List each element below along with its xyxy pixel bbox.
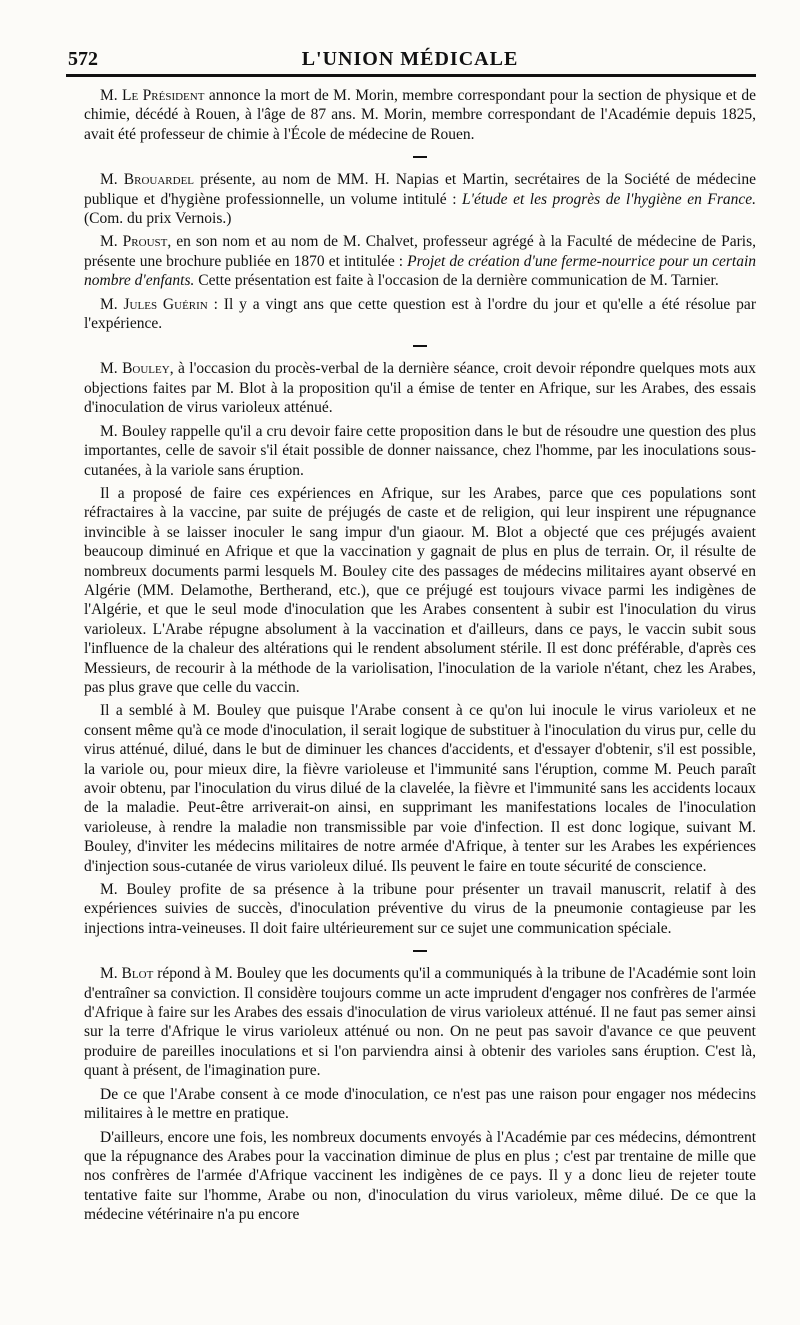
work-title: Projet de création d'une ferme-nourrice pour un certain nombre d'enfants. — [84, 252, 756, 290]
paragraph-text: (Com. du prix Vernois.) — [84, 210, 232, 228]
speaker-name: M. Brouardel — [100, 171, 195, 189]
paragraph-proust — [84, 232, 756, 290]
section-separator — [413, 950, 427, 952]
speaker-name: M. Le Président — [100, 87, 205, 104]
running-title: L'UNION MÉDICALE — [301, 48, 519, 70]
page-number: 572 — [68, 48, 98, 70]
speaker-name: M. Proust — [100, 233, 168, 251]
paragraph-text: , à l'occasion du procès-verbal de la dernière séance, croit devoir répondre quelques mots aux objections faites par M. Blot à la proposition qu'il a émise de tenter en Afrique, sur les Arabes, des essais d'inoculation de virus varioleux atténué. — [84, 360, 757, 417]
paragraph-blot — [84, 964, 756, 1080]
work-title: L'étude et les progrès de l'hygiène en France. — [462, 190, 757, 208]
paragraph-text: , en son nom et au nom de M. Chalvet, professeur agrégé à la Faculté de médecine de Paris, présente une brochure publiée en 1870 et intitulée : — [84, 233, 756, 270]
speaker-name: M. Jules Guérin — [100, 295, 208, 313]
paragraph-blot-arabs: De ce que l'Arabe consent à ce mode d'inoculation, ce n'est pas une raison pour engager nos médecins militaires à le mettre en pratique. — [84, 1085, 756, 1123]
paragraph-guerin — [84, 295, 756, 334]
paragraph-bouley-logic: Il a semblé à M. Bouley que puisque l'Arabe consent à ce qu'on lui inocule le virus varioleux et ne consent même qu'à ce mode d'inoculation, il serait logique de substituer à l'inoculation du virus pur, celle du virus atténué, dilué, dans le but de diminuer les chances d'accidents, et d'essayer d'obtenir, s'il est possible, la variole ou, pour mieux dire, la fièvre varioleuse et l'immunité sans l'éruption, comme M. Peuch paraît avoir obtenu, par l'inoculation du virus dilué de la clavelée, la fièvre et l'immunité sans les accidents locaux de la maladie. Peut-être arriverait-on ainsi, en supprimant les manifestations locales de l'inoculation varioleuse, à rendre la maladie non transmissible par voie d'infection. Il est donc logique, suivant M. Bouley, d'inviter les médecins militaires de notre armée d'Afrique, à tenter sur les Arabes les expériences d'injection sous-cutanée de virus varioleux dilué. Ils peuvent le faire en toute sécurité de conscience. — [84, 702, 756, 875]
section-separator — [413, 345, 427, 347]
paragraph-text: : Il y a vingt ans que cette question est à l'ordre du jour et qu'elle a été résolue par l'expérience. — [84, 295, 756, 333]
page-header — [68, 42, 752, 72]
paragraph-text: Cette présentation est faite à l'occasion de la dernière communication de M. Tarnier. — [194, 272, 719, 290]
paragraph-bouley-pneumonia: M. Bouley profite de sa présence à la tribune pour présenter un travail manuscrit, relatif à des expériences suivies de succès, d'inoculation préventive du virus de la pneumonie contagieuse par les injections intra-veineuses. Il doit faire ultérieurement sur ce sujet une communication spéciale. — [84, 881, 756, 937]
paragraph-brouardel — [84, 170, 756, 228]
article-body — [84, 86, 756, 1225]
paragraph-bouley-intro — [84, 359, 756, 417]
speaker-name: M. Blot — [100, 965, 154, 983]
paragraph-text: annonce la mort de M. Morin, membre correspondant pour la section de physique et de chimie, décédé à Rouen, à l'âge de 87 ans. M. Morin, membre correspondant de l'Académie depuis 1825, avait été professeur de chimie à l'École de médecine de Rouen. — [84, 87, 756, 143]
paragraph-text: répond à M. Bouley que les documents qu'il a communiqués à la tribune de l'Académie sont loin d'entraîner sa conviction. Il considère toujours comme un acte imprudent d'engager nos confrères de l'armée d'Afrique à faire sur les Arabes des essais d'inoculation de virus varioleux atténué. Il ne faut pas semer ainsi sur la terre d'Afrique le virus varioleux atténué ou non. On ne peut pas savoir d'avance ce que peuvent produire de pareilles inoculations et si l'on parviendra ainsi à obtenir des varioles sans éruption. C'est là, quant à présent, de l'imagination pure. — [84, 965, 756, 1080]
paragraph-bouley-africa: Il a proposé de faire ces expériences en Afrique, sur les Arabes, parce que ces populations sont réfractaires à la vaccine, par suite de préjugés de caste et de religion, qui leur inspirent une répugnance invincible à se laisser inoculer le sang impur d'un giaour. M. Blot a objecté que ces préjugés avaient beaucoup diminué en Afrique et que la vaccination y gagnait de plus en plus de terrain. Or, il résulte de nombreux documents parmi lesquels M. Bouley cite des passages de médecins militaires ayant observé en Algérie (MM. Delamothe, Bertherand, etc.), que ce préjugé est toujours vivace parmi les indigènes de l'Algérie, et que le seul mode d'inoculation que les Arabes consentent à subir est l'inoculation du virus varioleux. L'Arabe répugne absolument à la vaccination et d'ailleurs, dans ce pays, le vaccin subit sous l'influence de la chaleur des altérations qui le rendent absolument stérile. Il est donc préférable, d'après ces Messieurs, de recourir à la méthode de la variolisation, l'inoculation de la variole n'étant, chez les Arabes, pas plus grave que celle du vaccin. — [84, 484, 756, 696]
paragraph-blot-conclusion: D'ailleurs, encore une fois, les nombreux documents envoyés à l'Académie par ces médecins, démontrent que la répugnance des Arabes pour la vaccination diminue de plus en plus ; c'est par trentaine de mille que nos confrères de l'armée d'Afrique vaccinent les indigènes de ce pays. Il y a donc lieu de rejeter toute tentative faite sur l'homme, Arabe ou non, d'inoculation du virus varioleux, même dilué. De ce que la médecine vétérinaire n'a pu encore — [84, 1128, 756, 1224]
speaker-name: M. Bouley — [100, 360, 170, 378]
paragraph-text: présente, au nom de MM. H. Napias et Martin, secrétaires de la Société de médecine publique et d'hygiène professionnelle, un volume intitulé : — [84, 171, 756, 208]
paragraph-president — [84, 86, 756, 144]
header-rule — [66, 74, 756, 77]
section-separator — [413, 156, 427, 158]
paragraph-bouley-purpose: M. Bouley rappelle qu'il a cru devoir faire cette proposition dans le but de résoudre une question des plus importantes, celle de savoir s'il était possible de donner naissance, chez l'homme, par les inoculations sous-cutanées, à la variole sans éruption. — [84, 422, 756, 479]
